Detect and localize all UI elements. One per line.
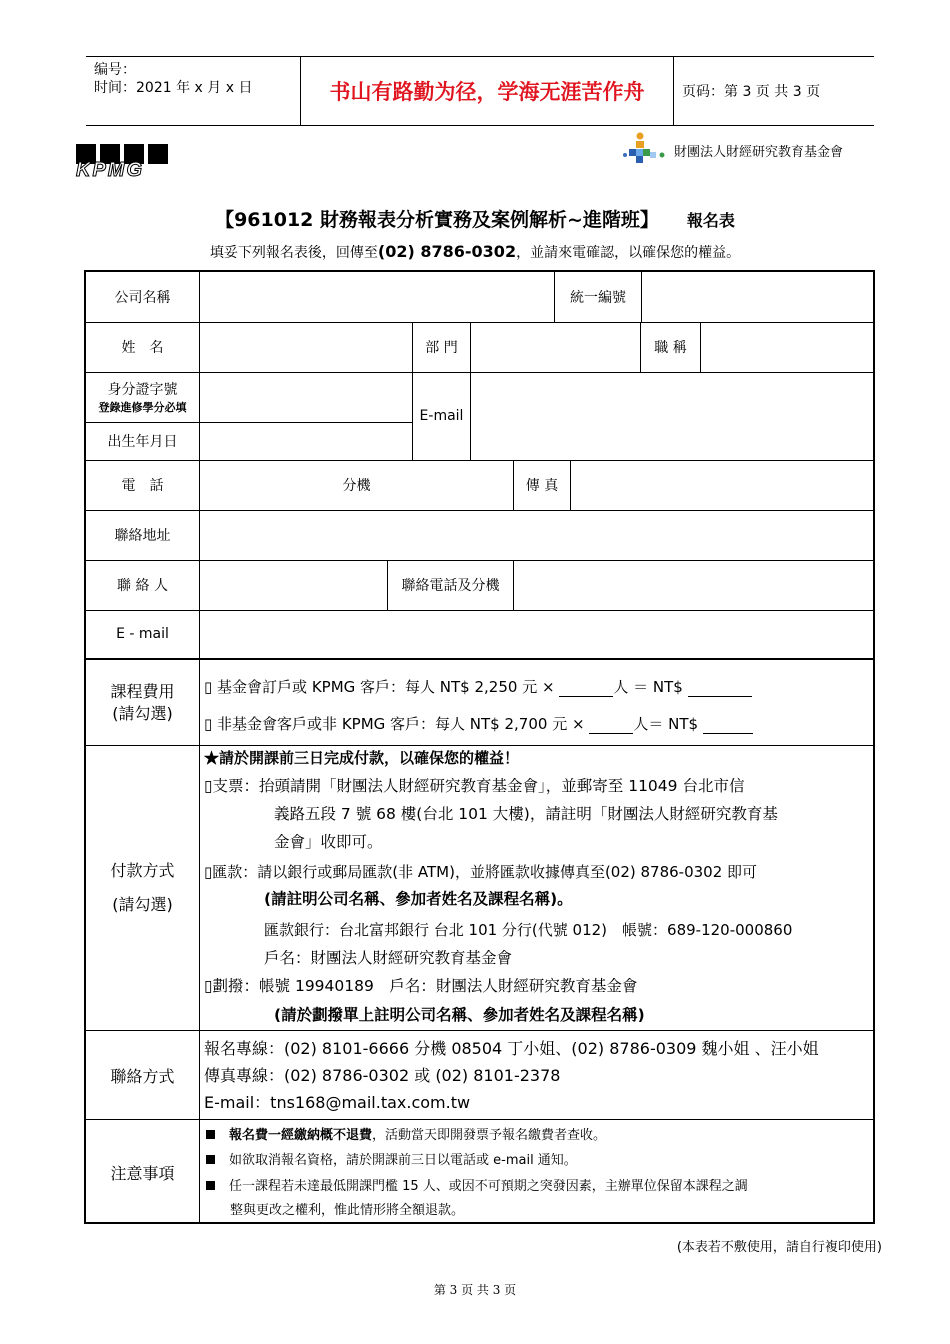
contact-line-1: 報名專線：(02) 8101-6666 分機 08504 丁小姐、(02) 8786-0309 魏小姐 、汪小姐 [204,1039,819,1058]
contact-email-label: E - mail [116,626,169,642]
check-option[interactable] [204,776,744,796]
fee-option-1-total-field[interactable] [688,678,752,697]
payment-notice: ★請於開課前三日完成付款，以確保您的權益！ [204,749,520,767]
fee-option-1-unit: 人 ＝ NT$ [613,678,683,696]
id-number-label [86,372,199,422]
registration-form [84,270,875,1224]
copy-note: (本表若不敷使用，請自行複印使用) [676,1240,882,1255]
id-number-text: 身分證字號 [107,382,178,398]
notes-label: 注意事項 [110,1163,175,1183]
tax-id-label: 統一編號 [570,290,626,306]
department-label: 部 門 [425,340,458,356]
note-1-bold: 報名費一經繳納概不退費 [229,1128,373,1143]
email-field[interactable] [471,372,873,460]
extension-label: 分機 [342,478,371,494]
fee-option-2-count-field[interactable] [589,715,633,734]
department-field[interactable] [471,322,640,372]
address-label: 聯絡地址 [114,528,171,544]
checkbox-icon[interactable]: ▯ [204,863,213,881]
note-2-text: 如欲取消報名資格，請於開課前三日以電話或 e-mail 通知。 [229,1153,577,1168]
note-2 [206,1152,577,1170]
form-instruction [0,242,950,262]
contact-phone-field[interactable] [514,560,873,610]
fee-option-2-total-field[interactable] [703,715,753,734]
fee-label-line-2: (請勾選) [112,703,173,723]
note-3-line-2: 整與更改之權利，惟此情形將全額退款。 [230,1203,465,1218]
transfer-line-1: 匯款：請以銀行或郵局匯款(非 ATM)，並將匯款收據傳真至(02) 8786-0302 即可 [212,863,758,881]
contact-email-field[interactable] [200,610,873,658]
phone-label: 電 話 [121,478,164,494]
bullet-icon [206,1181,215,1190]
instruction-post: ，並請來電確認，以確保您的權益。 [516,245,741,261]
note-3 [206,1178,748,1196]
phone-field[interactable] [200,460,513,510]
form-title [0,205,950,232]
name-label: 姓 名 [121,340,164,356]
postal-line-2: (請於劃撥單上註明公司名稱、參加者姓名及課程名稱) [274,1006,645,1024]
checkbox-icon[interactable]: ▯ [204,977,213,995]
fee-option-1-count-field[interactable] [559,678,613,697]
form-title-suffix: 報名表 [686,211,735,230]
header-meta [86,57,301,125]
time-label: 时间：2021 年 x 月 x 日 [94,80,253,96]
id-number-field[interactable] [200,372,412,422]
kpmg-wordmark: KPMG [76,159,144,181]
job-title-field[interactable] [701,322,873,372]
instruction-pre: 填妥下列報名表後，回傳至 [209,245,378,261]
transfer-line-3: 匯款銀行：台北富邦銀行 台北 101 分行(代號 012) 帳號：689-120-000860 [264,921,793,939]
address-field[interactable] [200,510,873,560]
check-line-2: 義路五段 7 號 68 樓(台北 101 大樓)，請註明「財團法人財經研究教育基 [274,805,778,823]
fax-label: 傳 真 [525,478,559,494]
note-1 [206,1127,606,1145]
form-title-main: 【961012 財務報表分析實務及案例解析~進階班】 [215,209,659,231]
foundation-name: 財團法人財經研究教育基金會 [674,145,844,160]
tax-id-field[interactable] [642,272,873,322]
job-title-label: 職 稱 [654,340,687,356]
foundation-emblem-icon [622,132,670,164]
contact-person-label: 聯 絡 人 [117,578,168,594]
postal-option[interactable] [204,976,637,996]
fee-option-2-text: 非基金會客戶或非 KPMG 客戶：每人 NT$ 2,700 元 × [217,715,585,733]
fee-option-2[interactable] [204,713,753,734]
transfer-line-2: (請註明公司名稱、參加者姓名及課程名稱)。 [264,890,573,908]
bullet-icon [206,1155,215,1164]
contact-phone-label: 聯絡電話及分機 [401,578,500,594]
check-line-1: 支票：抬頭請開「財團法人財經研究教育基金會」，並郵寄至 11049 台北市信 [212,777,745,795]
number-label: 编号： [94,62,136,78]
motto: 书山有路勤为径，学海无涯苦作舟 [301,57,674,125]
fee-label-line-1: 課程費用 [110,681,175,701]
fax-field[interactable] [571,460,873,510]
bullet-icon [206,1130,215,1139]
payment-label-line-2: (請勾選) [112,895,173,914]
check-line-3: 金會」收即可。 [274,833,383,851]
foundation-logo [622,130,843,164]
payment-label [86,746,199,1030]
page-number: 第 3 页 共 3 页 [433,1283,517,1297]
fee-option-2-unit: 人＝ NT$ [633,715,699,733]
postal-line-1: 劃撥：帳號 19940189 戶名：財團法人財經研究教育基金會 [212,977,638,995]
checkbox-icon[interactable]: ▯ [204,777,213,795]
contact-person-field[interactable] [200,560,387,610]
page-code: 页码：第 3 页 共 3 页 [682,84,821,100]
instruction-fax: (02) 8786-0302 [377,242,517,261]
fee-label [86,660,199,745]
contact-line-2: 傳真專線：(02) 8786-0302 或 (02) 8101-2378 [204,1066,561,1085]
note-3-line-1: 任一課程若未達最低開課門檻 15 人、或因不可預期之突發因素，主辦單位保留本課程之調 [229,1179,748,1194]
birthday-label: 出生年月日 [107,434,178,450]
company-name-label: 公司名稱 [114,290,171,306]
email-label: E-mail [419,408,464,424]
birthday-field[interactable] [200,422,412,460]
contact-line-3: E-mail：tns168@mail.tax.com.tw [204,1093,471,1112]
fee-option-1[interactable] [204,676,752,697]
transfer-line-4: 戶名：財團法人財經研究教育基金會 [264,949,513,967]
id-number-note: 登錄進修學分必填 [98,401,187,414]
fee-option-1-text: 基金會訂戶或 KPMG 客戶：每人 NT$ 2,250 元 × [217,678,555,696]
transfer-option[interactable] [204,862,757,882]
payment-label-line-1: 付款方式 [110,861,175,880]
name-field[interactable] [200,322,412,372]
note-1-rest: ，活動當天即開發票予報名繳費者查收。 [372,1128,607,1143]
document-header [86,56,874,126]
checkbox-icon[interactable]: ▯ [204,678,213,696]
company-name-field[interactable] [200,272,554,322]
contact-method-label: 聯絡方式 [110,1066,175,1086]
checkbox-icon[interactable]: ▯ [204,715,213,733]
